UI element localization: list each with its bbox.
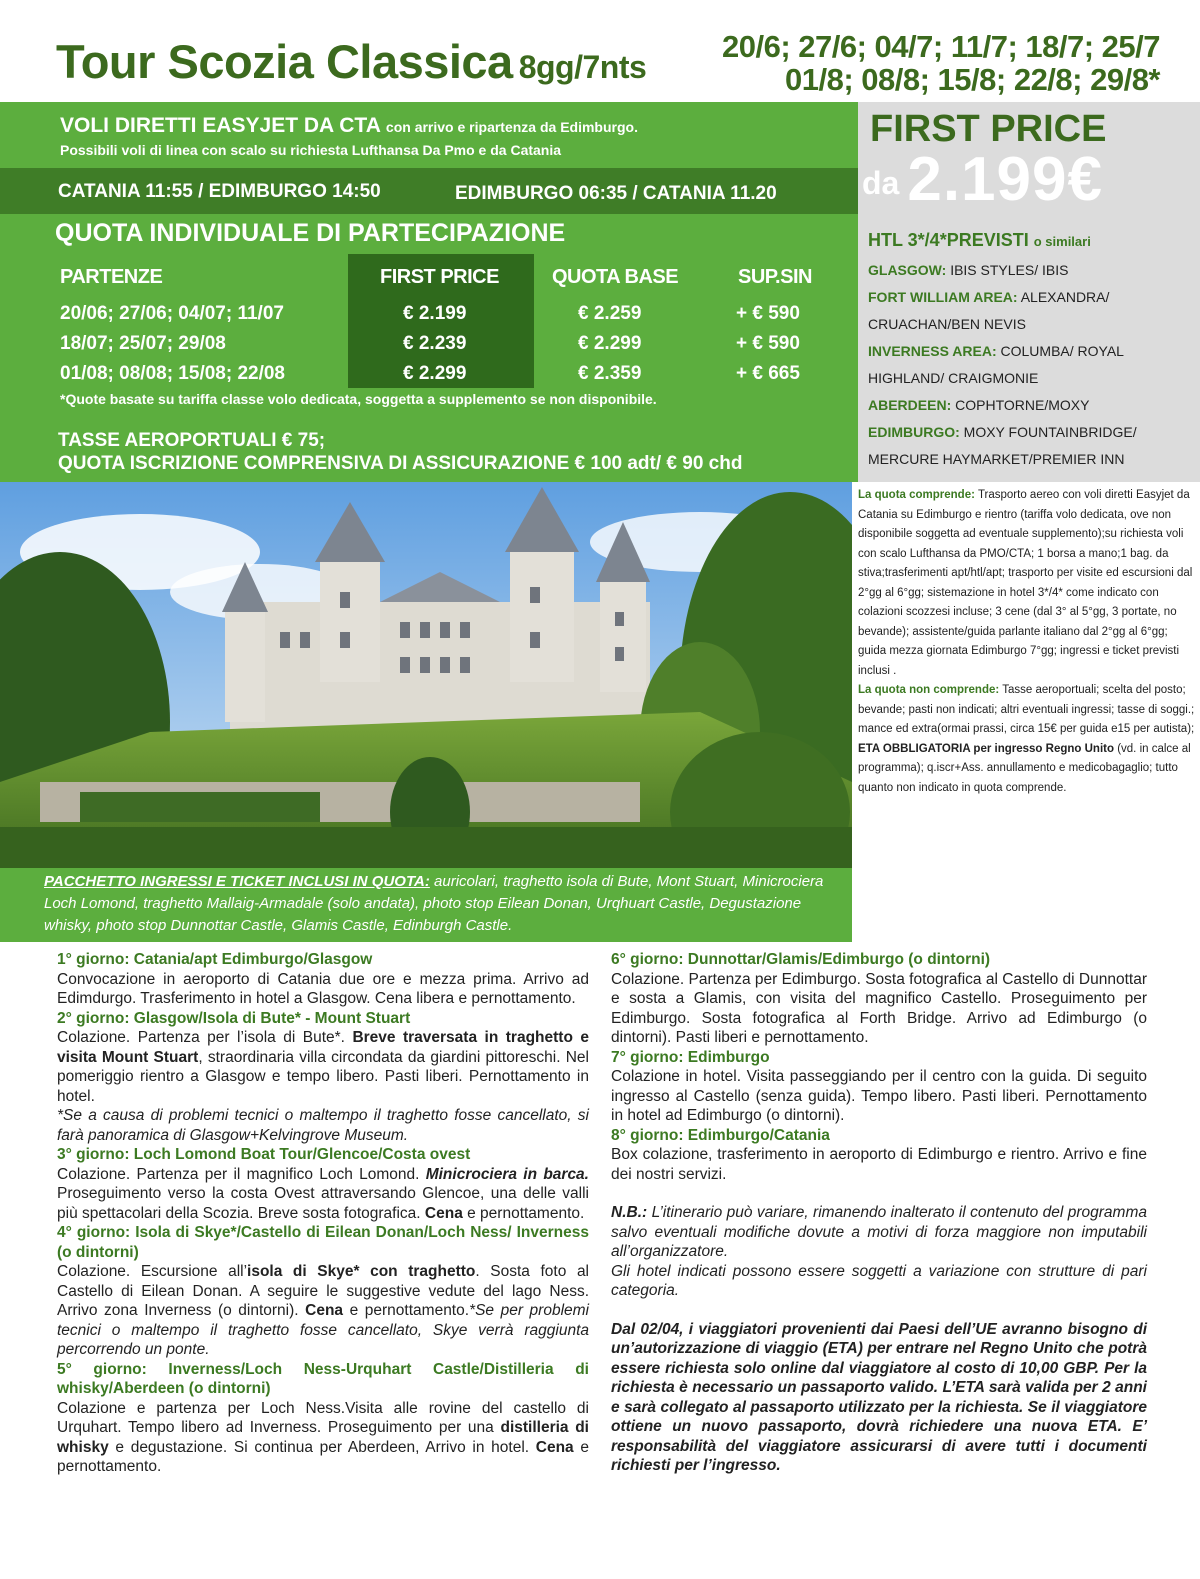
day-7-text: Colazione in hotel. Visita passeggiando per il centro con la guida. Di seguito ingresso al Castello (senza guida). Tempo libero. Pasti liberi. Pernottamento in hotel ad Edimburgo (o dintorni).: [611, 1068, 1147, 1124]
quota-title: QUOTA INDIVIDUALE DI PARTECIPAZIONE: [55, 219, 566, 247]
first-price-panel: [858, 102, 1200, 482]
row1-dates: 20/06; 27/06; 04/07; 11/07: [60, 303, 284, 324]
title-duration: 8gg/7nts: [518, 49, 647, 85]
itinerary-left: [57, 950, 589, 1477]
day-5-title: 5° giorno: Inverness/Loch Ness-Urquhart Castle/Distilleria di whisky/Aberdeen (o dintorni): [57, 1360, 589, 1397]
first-price-amount: [862, 144, 1103, 215]
htl-small: o similari: [1033, 234, 1091, 249]
day-2-c: , straordinaria villa circondata da giardini pittoreschi. Nel pomeriggio rientro a Glasgow e tempo libero. Pasti liberi. Pernottamento in hotel.: [57, 1048, 589, 1105]
includes-label: La quota comprende:: [858, 489, 975, 501]
pricing-block: [0, 102, 858, 482]
hotel-list: [868, 257, 1194, 473]
hotel-fort-william: [868, 284, 1194, 338]
day-5-b: distilleria di whisky: [57, 1419, 589, 1456]
row3-sup: + € 665: [736, 363, 800, 384]
row2-first-price: € 2.239: [403, 333, 467, 354]
hotel-city: EDIMBURGO:: [868, 424, 960, 440]
flight-main-text: VOLI DIRETTI EASYJET DA CTA: [60, 114, 381, 137]
day-4-text: [57, 1262, 589, 1360]
day-3-c: Proseguimento verso la costa Ovest attraversando Glencoe, una delle valli più spettacolari della Scozia. Breve sosta fotografica.: [57, 1185, 589, 1222]
package-included: [0, 868, 852, 942]
dates-line-2: 01/8; 08/8; 15/8; 22/8; 29/8*: [785, 62, 1160, 97]
day-2-b: Breve traversata in traghetto e visita Mount Stuart: [57, 1029, 589, 1066]
row2-dates: 18/07; 25/07; 29/08: [60, 333, 226, 354]
day-2-title: 2° giorno: Glasgow/Isola di Bute* - Mount Stuart: [57, 1009, 411, 1027]
day-2-a: Colazione. Partenza per l’isola di Bute*.: [57, 1029, 345, 1046]
not-includes-label: La quota non comprende:: [858, 684, 1000, 696]
tax-line-1: TASSE AEROPORTUALI € 75;: [58, 430, 326, 451]
hotel-names: ALEXANDRA/ CRUACHAN/BEN NEVIS: [868, 289, 1110, 332]
row3-first-price: € 2.299: [403, 363, 467, 384]
price-da: da: [862, 165, 900, 201]
day-4-note: *Se per problemi tecnici o maltempo il traghetto fosse cancellato, Skye verrà raggiunta percorrendo un ponte.: [57, 1302, 589, 1358]
itinerary-right: [611, 950, 1147, 1476]
dates-line-1: 20/6; 27/6; 04/7; 11/7; 18/7; 25/7: [722, 29, 1160, 64]
hotel-glasgow: [868, 257, 1194, 284]
day-8-text: Box colazione, trasferimento in aeroporto di Edimburgo e rientro. Arrivo e fine dei nostri servizi.: [611, 1146, 1147, 1183]
not-includes-text: Tasse aeroportuali; scelta del posto; bevande; pasti non indicati; altri eventuali ingressi; tasse di soggi.; mance ed extra(ormai prassi, circa 15€ per guida e15 per autista);: [858, 684, 1195, 735]
htl-text: HTL 3*/4*PREVISTI: [868, 230, 1029, 250]
hotel-inverness: [868, 338, 1194, 392]
header-partenze: PARTENZE: [60, 266, 163, 288]
first-price-label: FIRST PRICE: [870, 108, 1107, 150]
day-5-e: e pernottamento.: [57, 1438, 589, 1475]
flight-sub: Possibili voli di linea con scalo su richiesta Lufthansa Da Pmo e da Catania: [60, 142, 562, 158]
hotel-names: COLUMBA/ ROYAL HIGHLAND/ CRAIGMONIE: [868, 343, 1124, 386]
hotel-city: ABERDEEN:: [868, 397, 952, 413]
header-first-price: FIRST PRICE: [380, 266, 499, 288]
day-3-b: Minicrociera in barca.: [425, 1165, 589, 1183]
header-quota-base: QUOTA BASE: [552, 266, 679, 288]
nb-text: L’itinerario può variare, rimanendo inalterato il contenuto del programma salvo eventuali modifiche dovute a motivi di forza maggiore non imputabili all’organizzatore.: [611, 1204, 1147, 1260]
hotel-city: FORT WILLIAM AREA:: [868, 289, 1018, 305]
day-7-title: 7° giorno: Edimburgo: [611, 1048, 770, 1066]
tax-info: [58, 429, 742, 475]
hotel-names: COPHTORNE/MOXY: [955, 397, 1090, 413]
flight-outbound: CATANIA 11:55 / EDIMBURGO 14:50: [58, 181, 381, 202]
header: [0, 0, 1200, 102]
day-4-a: Colazione. Escursione all’: [57, 1263, 248, 1280]
day-3-title: 3° giorno: Loch Lomond Boat Tour/Glencoe/Costa ovest: [57, 1146, 471, 1163]
includes-text: Trasporto aereo con voli diretti Easyjet da Catania su Edimburgo e rientro (tariffa volo dedicata, ove non disponibile soggetta ad eventuale supplemento);su richiesta voli con scalo Lufthansa da PMO/CTA; 1 borsa a mano;1 bag. da stiva;trasferimenti apt/htl/apt; trasporto per visite ed escursioni dal 2°gg al 6°gg; sistemazione in hotel 3*/4* come indicato con colazioni scozzesi incluse; 3 cene (dal 3° al 5°gg, 3 portate, no bevande); assistente/guida parlante italiano dal 2°gg al 6°gg; guida mezza giornata Edimburgo 7°gg; ingressi e ticket previsti inclusi .: [858, 489, 1193, 677]
title-text: Tour Scozia Classica: [56, 35, 513, 88]
hotel-names: MOXY FOUNTAINBRIDGE/ MERCURE HAYMARKET/PREMIER INN: [868, 424, 1137, 467]
hotel-aberdeen: [868, 392, 1194, 419]
day-5-d: Cena: [535, 1438, 574, 1456]
flight-main-small: con arrivo e ripartenza da Edimburgo.: [385, 119, 638, 135]
day-6-text: Colazione. Partenza per Edimburgo. Sosta fotografica al Castello di Dunnottar e sosta a Glamis, con visita del magnifico Castello. Proseguimento per Edimburgo. Sosta fotografica al Forth Bridge. Arrivo ad Edimburgo (o dintorni). Pasti liberi e pernottamento.: [611, 970, 1147, 1046]
day-6-title: 6° giorno: Dunnottar/Glamis/Edimburgo (o dintorni): [611, 951, 991, 968]
flight-return: EDIMBURGO 06:35 / CATANIA 11.20: [455, 183, 777, 204]
row1-quota-base: € 2.259: [578, 303, 642, 324]
day-4-title: 4° giorno: Isola di Skye*/Castello di Eilean Donan/Loch Ness/ Inverness (o dintorni): [57, 1224, 589, 1261]
hotel-city: INVERNESS AREA:: [868, 343, 997, 359]
row3-quota-base: € 2.359: [578, 363, 642, 384]
price-value: 2.199€: [907, 145, 1103, 214]
departure-dates: [722, 30, 1160, 96]
day-3-text: [57, 1165, 589, 1224]
row3-dates: 01/08; 08/08; 15/08; 22/08: [60, 363, 286, 384]
nb-label: N.B.:: [611, 1204, 648, 1221]
day-5-c: e degustazione. Si continua per Aberdeen, Arrivo in hotel.: [115, 1438, 530, 1456]
castle-photo: [0, 482, 852, 868]
header-sup-sin: SUP.SIN: [738, 266, 812, 288]
day-3-d: Cena: [424, 1204, 463, 1222]
day-1-title: 1° giorno: Catania/apt Edimburgo/Glasgow: [57, 951, 373, 968]
package-text: auricolari, traghetto isola di Bute, Mont Stuart, Minicrociera Loch Lomond, traghetto Mallaig-Armadale (solo andata), photo stop Eilean Donan, Urqhuart Castle, Degustazione whisky, photo stop Dunnottar Castle, Glamis Castle, Edinburgh Castle.: [44, 873, 824, 934]
nb-text-2: Gli hotel indicati possono essere soggetti a variazione con strutture di pari categoria.: [611, 1262, 1147, 1299]
tax-line-2: QUOTA ISCRIZIONE COMPRENSIVA DI ASSICURAZIONE € 100 adt/ € 90 chd: [58, 453, 743, 474]
quota-note: *Quote basate su tariffa classe volo dedicata, soggetta a supplemento se non disponibile.: [60, 391, 657, 407]
row1-first-price: € 2.199: [403, 303, 467, 324]
row1-sup: + € 590: [736, 303, 800, 324]
day-4-c: . Sosta foto al Castello di Eilean Donan. A seguire le suggestive vedute del lago Ness. Arrivo zona Inverness (o dintorni).: [57, 1263, 590, 1319]
row2-sup: + € 590: [736, 333, 800, 354]
page-title: [56, 34, 646, 89]
day-2-note: *Se a causa di problemi tecnici o maltempo il traghetto fosse cancellato, si farà panoramica di Glasgow+Kelvingrove Museum.: [57, 1107, 589, 1144]
eta-required: ETA OBBLIGATORIA per ingresso Regno Unito: [858, 742, 1114, 755]
day-3-a: Colazione. Partenza per il magnifico Loch Lomond.: [57, 1165, 420, 1183]
includes-box: [856, 482, 1200, 942]
day-4-d: Cena: [305, 1302, 344, 1319]
eta-notice: Dal 02/04, i viaggiatori provenienti dai Paesi dell’UE avranno bisogno di un’autorizzazione di viaggio (ETA) per entrare nel Regno Unito che potrà essere richiesta solo online dal viaggiatore al costo di 10,00 GBP. Per la richiesta è necessario un passaporto valido. L’ETA sarà valida per 2 anni e sarà collegato al passaporto utilizzato per la richiesta. Se il viaggiatore ottiene un nuovo passaporto, dovrà richiedere una nuova ETA. E’ responsabilità del viaggiatore assicurarsi di avere tutti i documenti richiesti per l’ingresso.: [611, 1320, 1147, 1474]
nb-note: [611, 1203, 1147, 1262]
hotel-edimburgo: [868, 419, 1194, 473]
day-1-text: Convocazione in aeroporto di Catania due ore e mezza prima. Arrivo ad Edimdurgo. Trasferimento in hotel a Glasgow. Cena libera e pernottamento.: [57, 970, 589, 1007]
hotel-city: GLASGOW:: [868, 262, 947, 278]
day-5-text: [57, 1399, 589, 1477]
day-4-b: isola di Skye* con traghetto: [247, 1263, 476, 1280]
day-4-e: e pernottamento.: [349, 1302, 470, 1319]
hotel-names: IBIS STYLES/ IBIS: [950, 262, 1069, 278]
day-3-e: e pernottamento.: [467, 1204, 585, 1222]
hotel-category: [868, 230, 1091, 251]
day-5-a: Colazione e partenza per Loch Ness.Visita alle rovine del castello di Urquhart. Tempo libero ad Inverness. Proseguimento per una: [57, 1399, 589, 1436]
castle-illustration: [0, 482, 852, 868]
flight-info: [60, 114, 638, 138]
not-includes-tail: (vd. in calce al programma); q.iscr+Ass. annullamento e medicobagaglio; tutto quanto non indicato in quota comprende.: [858, 742, 1191, 794]
day-8-title: 8° giorno: Edimburgo/Catania: [611, 1126, 830, 1144]
day-2-text: [57, 1028, 589, 1106]
package-label: PACCHETTO INGRESSI E TICKET INCLUSI IN QUOTA:: [44, 873, 430, 890]
row2-quota-base: € 2.299: [578, 333, 642, 354]
